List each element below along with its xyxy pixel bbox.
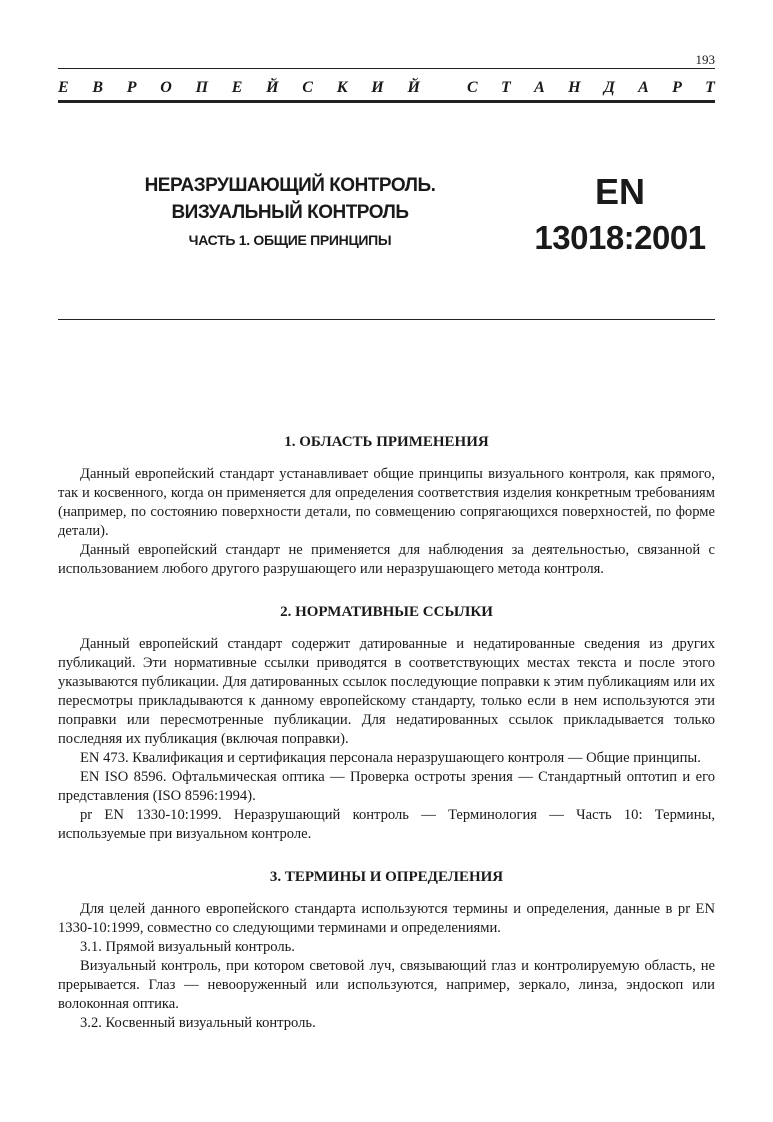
- banner-letter: О: [160, 79, 172, 96]
- paragraph: EN ISO 8596. Офтальмическая оптика — Проверка остроты зрения — Стандартный оптотип и его представления (ISO 8596:1994).: [58, 769, 715, 804]
- header-banner: [58, 77, 715, 99]
- banner-letter: Т: [705, 79, 715, 96]
- standard-number: 13018:2001: [534, 219, 706, 256]
- title-line-1: НЕРАЗРУШАЮЩИЙ КОНТРОЛЬ.: [144, 175, 436, 196]
- banner-word-european: [58, 79, 420, 97]
- banner-letter: Й: [407, 79, 420, 96]
- banner-letter: И: [371, 79, 384, 96]
- paragraph: Данный европейский стандарт содержит датированные и недатированные сведения из других публикаций. Эти нормативные ссылки приводятся в соответствующих местах текста и после этого указываются публикации. Для датированных ссылок последующие поправки к этим публикациям или их пересмотры прикладываются к данному европейскому стандарту, только если в нем используются эти поправки или пересмотренные публикации. Для недатированных ссылок прикладывается только последняя их публикация (включая поправки).: [58, 636, 715, 747]
- banner-letter: С: [467, 79, 478, 96]
- paragraph: Визуальный контроль, при котором световой луч, связывающий глаз и контролируемую область, не прерывается. Глаз — невооруженный или используются, например, зеркало, линза, эндоскоп или волоконная оптика.: [58, 958, 715, 1012]
- top-rule: [58, 68, 715, 69]
- banner-letter: Е: [231, 79, 243, 96]
- paragraph: Данный европейский стандарт устанавливает общие принципы визуального контроля, как прямого, так и косвенного, когда он применяется для определения соответствия изделия конкретным требованиям (например, по состоянию поверхности детали, по совмещению сопрягающихся поверхностей, по форме детали).: [58, 466, 715, 539]
- paragraph: EN 473. Квалификация и сертификация персонала неразрушающего контроля — Общие принципы.: [80, 750, 701, 766]
- banner-letter: Р: [126, 79, 137, 96]
- banner-letter: Д: [603, 79, 615, 96]
- banner-rule: [58, 100, 715, 103]
- banner-letter: А: [534, 79, 545, 96]
- banner-letter: Е: [58, 79, 69, 96]
- section-heading: 3. ТЕРМИНЫ И ОПРЕДЕЛЕНИЯ: [269, 869, 504, 885]
- document-body: [58, 431, 715, 1055]
- paragraph: pr EN 1330-10:1999. Неразрушающий контроль — Терминология — Часть 10: Термины, используемые при визуальном контроле.: [58, 807, 715, 842]
- banner-letter: Н: [568, 79, 581, 96]
- standard-designation: [520, 170, 720, 260]
- paragraph: Данный европейский стандарт не применяется для наблюдения за деятельностью, связанной с использованием любого другого разрушающего или неразрушающего метода контроля.: [58, 542, 715, 577]
- document-title: [110, 172, 470, 252]
- paragraph: 3.1. Прямой визуальный контроль.: [80, 939, 295, 955]
- banner-letter: В: [92, 79, 104, 96]
- paragraph: 3.2. Косвенный визуальный контроль.: [80, 1015, 316, 1031]
- banner-letter: Р: [672, 79, 682, 96]
- section-terms-definitions: [58, 866, 715, 1033]
- section-normative-references: [58, 601, 715, 844]
- paragraph: Для целей данного европейского стандарта используются термины и определения, данные в pr EN 1330-10:1999, совместно со следующими терминами и определениями.: [58, 901, 715, 936]
- section-heading: 2. НОРМАТИВНЫЕ ССЫЛКИ: [280, 604, 493, 620]
- standard-prefix: EN: [594, 171, 645, 212]
- banner-letter: Т: [500, 79, 511, 96]
- banner-letter: Й: [266, 79, 279, 96]
- banner-letter: К: [336, 79, 348, 96]
- title-line-2: ВИЗУАЛЬНЫЙ КОНТРОЛЬ: [171, 202, 409, 223]
- banner-letter: А: [638, 79, 649, 96]
- banner-word-standard: [467, 79, 715, 97]
- section-heading: 1. ОБЛАСТЬ ПРИМЕНЕНИЯ: [284, 434, 489, 450]
- document-subtitle: ЧАСТЬ 1. ОБЩИЕ ПРИНЦИПЫ: [188, 232, 392, 248]
- banner-letter: С: [302, 79, 313, 96]
- page-number: 193: [695, 52, 715, 67]
- banner-letter: П: [195, 79, 209, 96]
- title-rule: [58, 319, 715, 320]
- section-scope: [58, 431, 715, 579]
